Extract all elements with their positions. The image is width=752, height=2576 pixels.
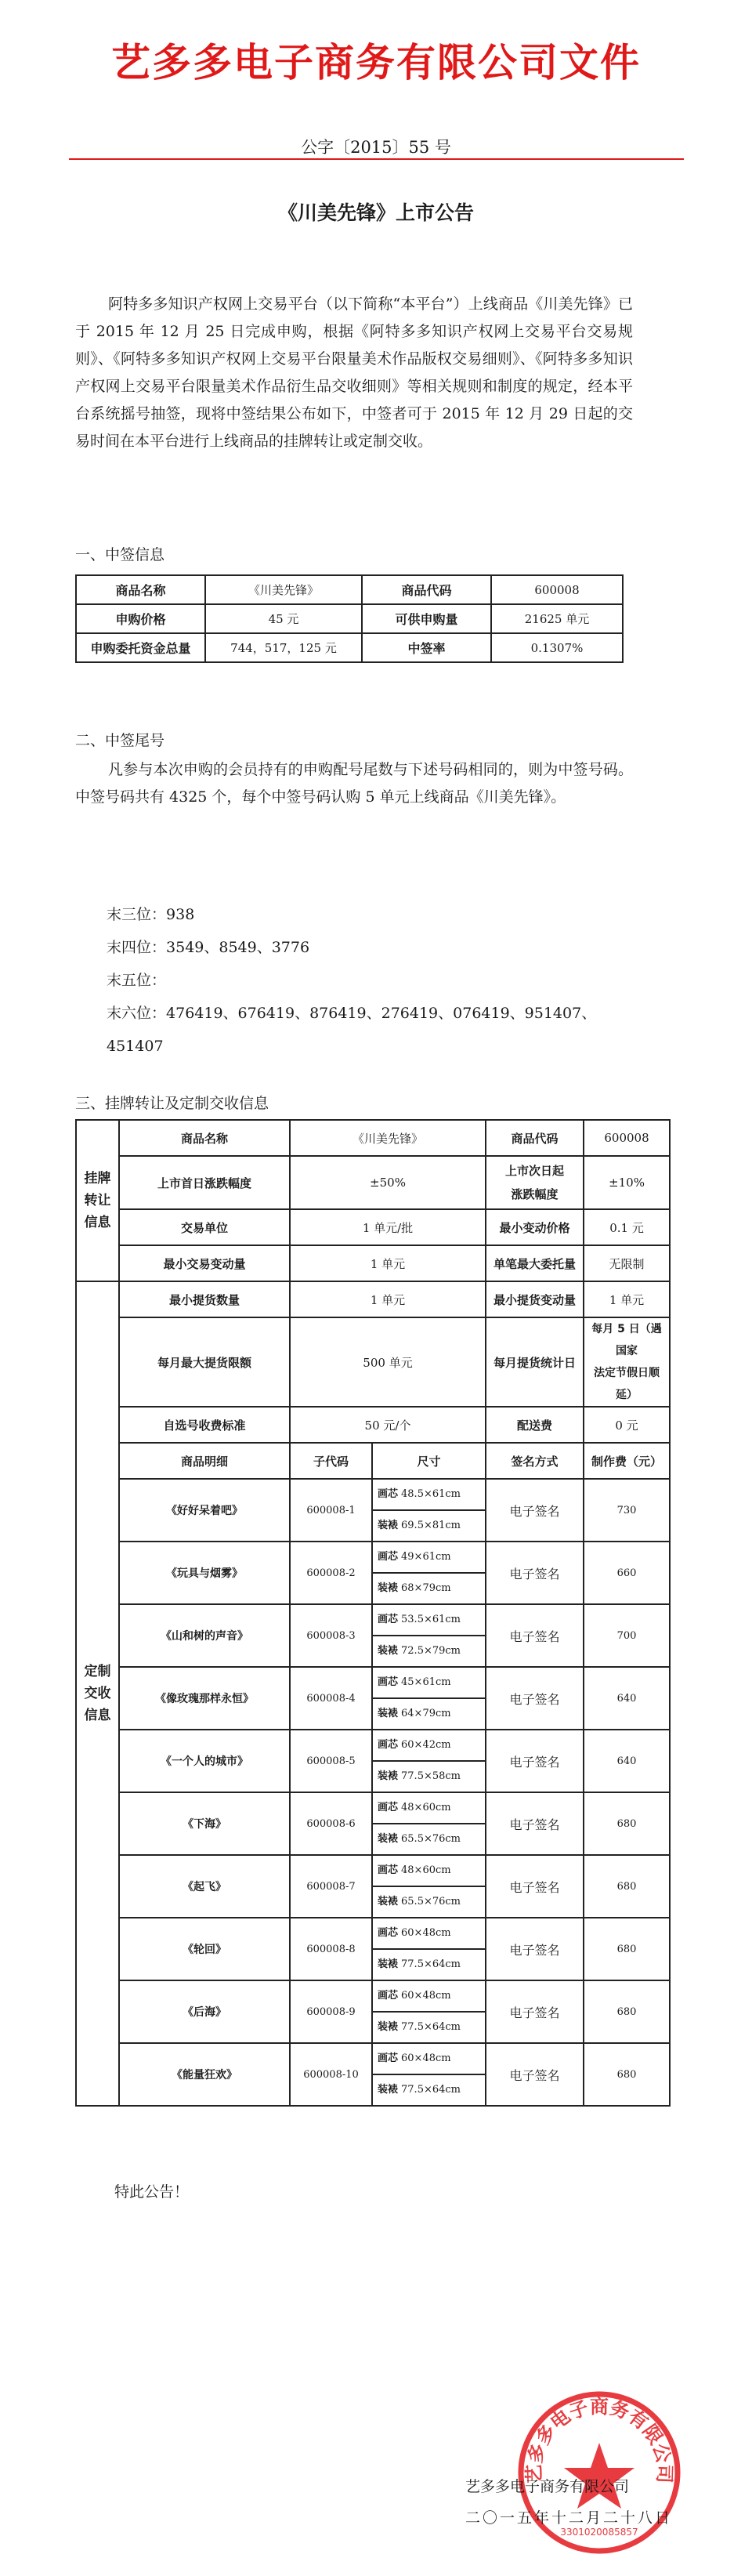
- cell-label: 最小变动价格: [486, 1209, 584, 1245]
- lottery-info-table: [75, 574, 624, 663]
- size-mount: 65.5×76cm: [401, 1833, 461, 1845]
- cell-label: 自选号收费标准: [119, 1407, 290, 1443]
- custom-group-label: 定制 交收 信息: [76, 1281, 119, 2106]
- item-fee: 680: [584, 1855, 670, 1918]
- size-mount-label: 装裱: [378, 1833, 399, 1845]
- size-core: 45×61cm: [401, 1676, 451, 1688]
- item-signature: 电子签名: [486, 1980, 584, 2043]
- cell-value: 0.1 元: [584, 1209, 670, 1245]
- seal-text: 艺多多电子商务有限公司: [522, 2396, 676, 2484]
- list-item: [107, 971, 596, 1004]
- cell-value: 21625 单元: [491, 604, 623, 633]
- size-core-label: 画芯: [378, 1864, 399, 1876]
- cell-value: 50 元/个: [290, 1407, 486, 1443]
- item-signature: 电子签名: [486, 1667, 584, 1730]
- cell-value: 45 元: [205, 604, 362, 633]
- size-mount: 72.5×79cm: [401, 1645, 461, 1657]
- item-signature: 电子签名: [486, 1730, 584, 1792]
- size-core: 60×42cm: [401, 1739, 451, 1751]
- cell-value: 1 单元: [584, 1281, 670, 1317]
- column-header: 尺寸: [372, 1443, 486, 1479]
- item-name: 《能量狂欢》: [119, 2043, 290, 2106]
- table-row: [76, 1730, 670, 1792]
- size-mount-label: 装裱: [378, 1770, 399, 1782]
- cell-value: 0.1307%: [491, 633, 623, 662]
- cell-value: 0 元: [584, 1407, 670, 1443]
- table-row: [76, 1407, 670, 1443]
- list-item: [107, 1037, 596, 1070]
- cell-label: 单笔最大委托量: [486, 1245, 584, 1281]
- list-item: [107, 1004, 596, 1037]
- size-core: 49×61cm: [401, 1551, 451, 1563]
- item-name: 《好好呆着吧》: [119, 1479, 290, 1542]
- item-fee: 680: [584, 1792, 670, 1855]
- tail-value: 476419、676419、876419、276419、076419、951407、: [166, 1005, 597, 1022]
- item-size: [372, 1604, 486, 1667]
- tail-label: 末六位：: [107, 1005, 167, 1022]
- item-name: 《轮回》: [119, 1918, 290, 1980]
- item-size: [372, 1792, 486, 1855]
- column-header: 子代码: [290, 1443, 372, 1479]
- red-divider: [69, 158, 684, 160]
- item-fee: 680: [584, 1980, 670, 2043]
- table-row: [76, 1317, 670, 1407]
- size-core-label: 画芯: [378, 2052, 399, 2064]
- size-mount: 77.5×64cm: [401, 2084, 461, 2096]
- item-fee: 680: [584, 1918, 670, 1980]
- cell-value: 《川美先锋》: [205, 575, 362, 604]
- table-row: [76, 1281, 670, 1317]
- size-core: 53.5×61cm: [401, 1614, 461, 1625]
- size-mount-label: 装裱: [378, 2084, 399, 2096]
- seal-code: 3301020085857: [560, 2527, 638, 2538]
- table-row: [76, 1120, 670, 1156]
- item-code: 600008-4: [290, 1667, 372, 1730]
- item-name: 《像玫瑰那样永恒》: [119, 1667, 290, 1730]
- listing-group-label: 挂牌 转让 信息: [76, 1120, 119, 1281]
- table-row: [76, 1245, 670, 1281]
- table-row: [76, 2043, 670, 2106]
- item-size: [372, 1730, 486, 1792]
- size-core-label: 画芯: [378, 1927, 399, 1939]
- section-1-heading: 一、中签信息: [75, 546, 165, 563]
- item-size: [372, 1479, 486, 1542]
- size-core: 60×48cm: [401, 2052, 451, 2064]
- cell-value: 1 单元: [290, 1245, 486, 1281]
- item-name: 《一个人的城市》: [119, 1730, 290, 1792]
- size-core-label: 画芯: [378, 1551, 399, 1563]
- company-document-header: 艺多多电子商务有限公司文件: [111, 40, 641, 85]
- cell-label: 商品名称: [76, 575, 205, 604]
- cell-label: 上市次日起 涨跌幅度: [486, 1156, 584, 1209]
- item-code: 600008-3: [290, 1604, 372, 1667]
- table-row: [76, 604, 623, 633]
- item-fee: 640: [584, 1667, 670, 1730]
- table-row: [76, 633, 623, 662]
- cell-label: 每月最大提货限额: [119, 1317, 290, 1407]
- item-code: 600008-2: [290, 1542, 372, 1604]
- size-mount: 65.5×76cm: [401, 1896, 461, 1908]
- size-mount: 68×79cm: [401, 1582, 451, 1594]
- item-size: [372, 1542, 486, 1604]
- size-mount-label: 装裱: [378, 1958, 399, 1970]
- table-row: [76, 575, 623, 604]
- size-mount-label: 装裱: [378, 1520, 399, 1531]
- signature-company: 艺多多电子商务有限公司: [465, 2478, 630, 2495]
- item-signature: 电子签名: [486, 1918, 584, 1980]
- size-mount: 77.5×64cm: [401, 1958, 461, 1970]
- cell-value: 每月 5 日（遇国家 法定节假日顺延）: [584, 1317, 670, 1407]
- company-seal: [513, 2386, 685, 2559]
- size-core-label: 画芯: [378, 1802, 399, 1813]
- column-header: 商品明细: [119, 1443, 290, 1479]
- item-fee: 730: [584, 1479, 670, 1542]
- item-name: 《后海》: [119, 1980, 290, 2043]
- item-code: 600008-5: [290, 1730, 372, 1792]
- cell-label: 最小提货数量: [119, 1281, 290, 1317]
- document-number: 公字〔2015〕55 号: [301, 138, 451, 157]
- closing-remark: 特此公告！: [114, 2183, 190, 2201]
- item-signature: 电子签名: [486, 2043, 584, 2106]
- table-row: [76, 1667, 670, 1730]
- item-name: 《玩具与烟雾》: [119, 1542, 290, 1604]
- cell-label: 申购委托资金总量: [76, 633, 205, 662]
- item-fee: 660: [584, 1542, 670, 1604]
- item-code: 600008-7: [290, 1855, 372, 1918]
- item-code: 600008-10: [290, 2043, 372, 2106]
- cell-label: 中签率: [362, 633, 491, 662]
- cell-label: 商品代码: [362, 575, 491, 604]
- tail-label: 末三位：: [107, 906, 167, 923]
- table-row: [76, 1209, 670, 1245]
- cell-value: 600008: [584, 1120, 670, 1156]
- size-core-label: 画芯: [378, 1614, 399, 1625]
- cell-label: 每月提货统计日: [486, 1317, 584, 1407]
- item-fee: 680: [584, 2043, 670, 2106]
- item-fee: 700: [584, 1604, 670, 1667]
- size-core: 60×48cm: [401, 1927, 451, 1939]
- cell-label: 上市首日涨跌幅度: [119, 1156, 290, 1209]
- size-mount: 77.5×64cm: [401, 2021, 461, 2033]
- table-row: [76, 1604, 670, 1667]
- item-size: [372, 2043, 486, 2106]
- cell-value: 744，517，125 元: [205, 633, 362, 662]
- size-mount-label: 装裱: [378, 1582, 399, 1594]
- size-mount-label: 装裱: [378, 2021, 399, 2033]
- cell-value: 500 单元: [290, 1317, 486, 1407]
- size-core: 48×60cm: [401, 1864, 451, 1876]
- item-signature: 电子签名: [486, 1604, 584, 1667]
- item-name: 《起飞》: [119, 1855, 290, 1918]
- cell-label: 最小交易变动量: [119, 1245, 290, 1281]
- item-signature: 电子签名: [486, 1542, 584, 1604]
- cell-value: 600008: [491, 575, 623, 604]
- column-header: 签名方式: [486, 1443, 584, 1479]
- table-row: [76, 1980, 670, 2043]
- item-code: 600008-1: [290, 1479, 372, 1542]
- cell-label: 可供申购量: [362, 604, 491, 633]
- item-size: [372, 1980, 486, 2043]
- table-row: [76, 1542, 670, 1604]
- announcement-title: 《川美先锋》上市公告: [277, 201, 474, 224]
- cell-value: 《川美先锋》: [290, 1120, 486, 1156]
- cell-value: ±10%: [584, 1156, 670, 1209]
- item-code: 600008-6: [290, 1792, 372, 1855]
- intro-paragraph: 阿特多多知识产权网上交易平台（以下简称“本平台”）上线商品《川美先锋》已于 2015 年 12 月 25 日完成申购，根据《阿特多多知识产权网上交易平台交易规则》、《阿特多多知识产权网上交易平台限量美术作品版权交易细则》、《阿特多多知识产权网上交易平台限量美术作品衍生品交收细则》等相关规则和制度的规定，经本平台系统摇号抽签，现将中签结果公布如下，中签者可于 2015 年 12 月 29 日起的交易时间在本平台进行上线商品的挂牌转让或定制交收。: [75, 295, 633, 450]
- size-mount-label: 装裱: [378, 1708, 399, 1719]
- tail-label: 末五位：: [107, 972, 167, 989]
- size-core-label: 画芯: [378, 1739, 399, 1751]
- cell-label: 申购价格: [76, 604, 205, 633]
- item-size: [372, 1667, 486, 1730]
- tail-value: 3549、8549、3776: [166, 939, 310, 956]
- tail-label: 末四位：: [107, 939, 167, 956]
- table-row: [76, 1479, 670, 1542]
- cell-value: 1 单元/批: [290, 1209, 486, 1245]
- size-mount: 64×79cm: [401, 1708, 451, 1719]
- tail-value: 451407: [107, 1038, 164, 1055]
- list-item: [107, 905, 596, 938]
- signature-date: 二〇一五年十二月二十八日: [465, 2509, 673, 2527]
- size-core-label: 画芯: [378, 1488, 399, 1500]
- tail-numbers-list: [107, 905, 596, 1070]
- item-code: 600008-9: [290, 1980, 372, 2043]
- size-mount: 77.5×58cm: [401, 1770, 461, 1782]
- section-2-paragraph: 凡参与本次申购的会员持有的申购配号尾数与下述号码相同的，则为中签号码。中签号码共有 4325 个，每个中签号码认购 5 单元上线商品《川美先锋》。: [75, 761, 633, 806]
- item-signature: 电子签名: [486, 1855, 584, 1918]
- cell-label: 商品名称: [119, 1120, 290, 1156]
- cell-label: 商品代码: [486, 1120, 584, 1156]
- table-row: [76, 1855, 670, 1918]
- list-item: [107, 938, 596, 971]
- cell-label: 配送费: [486, 1407, 584, 1443]
- tail-value: 938: [166, 906, 195, 923]
- size-core: 60×48cm: [401, 1990, 451, 2002]
- table-row: [76, 1918, 670, 1980]
- cell-value: 1 单元: [290, 1281, 486, 1317]
- item-signature: 电子签名: [486, 1479, 584, 1542]
- section-2-heading: 二、中签尾号: [75, 732, 165, 749]
- section-3-heading: 三、挂牌转让及定制交收信息: [75, 1095, 269, 1112]
- item-size: [372, 1855, 486, 1918]
- listing-and-custom-table: [75, 1119, 671, 2107]
- item-size: [372, 1918, 486, 1980]
- size-core: 48×60cm: [401, 1802, 451, 1813]
- table-header-row: [76, 1443, 670, 1479]
- size-mount: 69.5×81cm: [401, 1520, 461, 1531]
- item-name: 《下海》: [119, 1792, 290, 1855]
- cell-value: ±50%: [290, 1156, 486, 1209]
- table-row: [76, 1792, 670, 1855]
- item-fee: 640: [584, 1730, 670, 1792]
- cell-label: 交易单位: [119, 1209, 290, 1245]
- size-core: 48.5×61cm: [401, 1488, 461, 1500]
- size-mount-label: 装裱: [378, 1645, 399, 1657]
- size-core-label: 画芯: [378, 1676, 399, 1688]
- column-header: 制作费（元）: [584, 1443, 670, 1479]
- item-signature: 电子签名: [486, 1792, 584, 1855]
- table-row: [76, 1156, 670, 1209]
- size-mount-label: 装裱: [378, 1896, 399, 1908]
- cell-label: 最小提货变动量: [486, 1281, 584, 1317]
- item-code: 600008-8: [290, 1918, 372, 1980]
- cell-value: 无限制: [584, 1245, 670, 1281]
- size-core-label: 画芯: [378, 1990, 399, 2002]
- item-name: 《山和树的声音》: [119, 1604, 290, 1667]
